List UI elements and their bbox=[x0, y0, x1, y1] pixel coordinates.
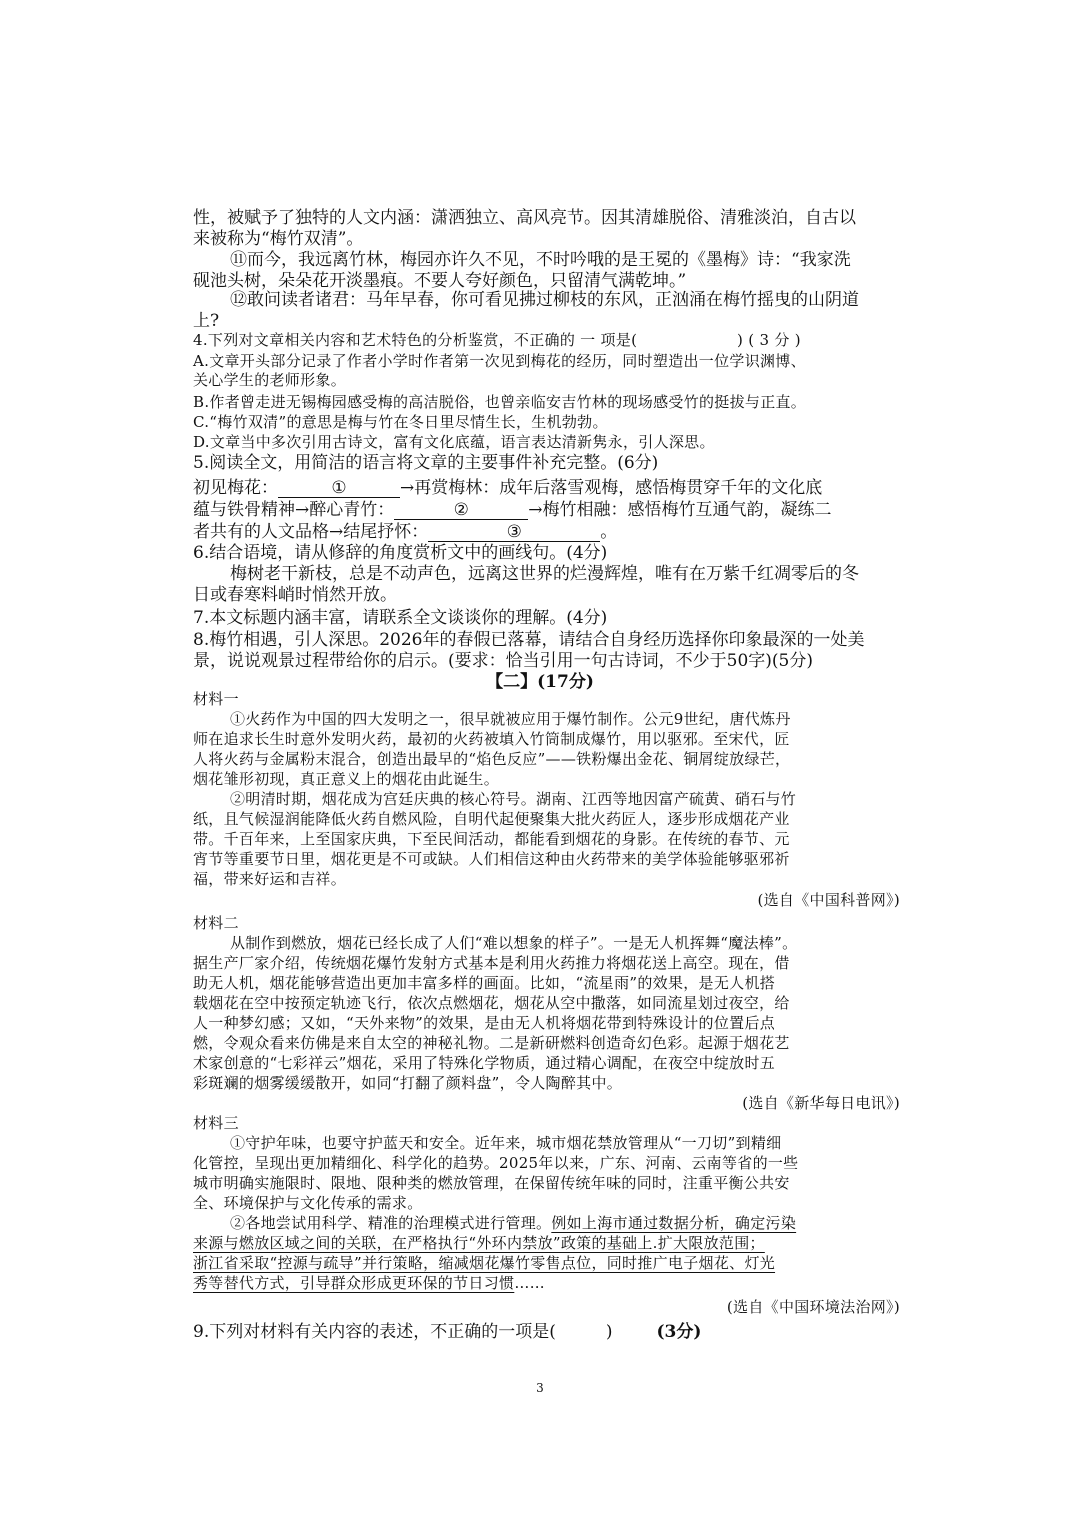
question-4-option-b: B.作者曾走进无锡梅园感受梅的高洁脱俗，也曾亲临安吉竹林的现场感受竹的挺拔与正直。 bbox=[193, 393, 807, 411]
material-1-line: 人将火药与金属粉末混合，创造出最早的“焰色反应”——铁粉爆出金花、铜屑绽放绿芒， bbox=[193, 750, 791, 768]
material-1-source: (选自《中国科普网》) bbox=[757, 891, 900, 909]
question-6-quote: 梅树老干新枝，总是不动声色，远离这世界的烂漫辉煌，唯有在万紫千红凋零后的冬 bbox=[230, 564, 859, 584]
question-4-option-c: C.“梅竹双清”的意思是梅与竹在冬日里尽情生长，生机勃勃。 bbox=[193, 413, 608, 431]
material-2-line: 载烟花在空中按预定轨迹飞行，依次点燃烟花，烟花从空中撒落，如同流星划过夜空，给 bbox=[193, 994, 790, 1012]
material-3-text: ②各地尝试用科学、精准的治理模式进行管理。 bbox=[230, 1214, 552, 1232]
question-4-score: ) ( 3 分 ) bbox=[737, 331, 801, 349]
underlined-sentence: 例如上海市通过数据分析，确定污染 bbox=[551, 1214, 797, 1232]
underlined-sentence: 浙江省采取“控源与疏导”并行策略，缩减烟花爆竹零售点位，同时推广电子烟花、灯光 bbox=[193, 1254, 776, 1272]
material-1-line: 纸，且气候湿润能降低火药自燃风险，自明代起便聚集大批火药匠人，逐步形成烟花产业 bbox=[193, 810, 790, 828]
material-1-line: 带。千百年来，上至国家庆典，下至民间活动，都能看到烟花的身影。在传统的春节、元 bbox=[193, 830, 790, 848]
question-5-line bbox=[193, 502, 832, 520]
passage-line: 来被称为“梅竹双清”。 bbox=[193, 229, 364, 249]
paragraph-12-line: 上? bbox=[193, 311, 220, 331]
material-2-line: 从制作到燃放，烟花已经长成了人们“难以想象的样子”。一是无人机挥舞“魔法棒”。 bbox=[230, 934, 798, 952]
paragraph-11-line: 砚池头树，朵朵花开淡墨痕。不要人夸好颜色，只留清气满乾坤。” bbox=[193, 271, 687, 291]
question-9-text: ) bbox=[605, 1322, 613, 1342]
material-2-line: 人一种梦幻感；又如，“天外来物”的效果，是由无人机将烟花带到特殊设计的位置后点 bbox=[193, 1014, 776, 1032]
material-2-source: (选自《新华每日电讯》) bbox=[742, 1094, 900, 1112]
material-1-line: 烟花雏形初现，真正意义上的烟花由此诞生。 bbox=[193, 770, 500, 788]
material-3-line: 化管控，呈现出更加精细化、科学化的趋势。2025年以来，广东、河南、云南等省的一些 bbox=[193, 1154, 799, 1172]
question-5-text: →再赏梅林：成年后落雪观梅，感悟梅贯穿千年的文化底 bbox=[400, 478, 823, 498]
question-5-line bbox=[193, 480, 822, 498]
material-3-text: …… bbox=[514, 1274, 545, 1292]
question-7-stem: 7.本文标题内涵丰富，请联系全文谈谈你的理解。(4分) bbox=[193, 608, 608, 628]
paragraph-12-line: ⑫敢问读者诸君：马年早春，你可看见拂过柳枝的东风，正汹涌在梅竹摇曳的山阴道 bbox=[230, 290, 859, 310]
question-5-text: 蕴与铁骨精神→醉心青竹： bbox=[193, 500, 395, 520]
question-9-score: (3分) bbox=[656, 1322, 702, 1342]
question-4-stem: 4.下列对文章相关内容和艺术特色的分析鉴赏，不正确的 一 项是( bbox=[193, 331, 638, 349]
answer-blank-3[interactable]: ③ bbox=[428, 524, 600, 542]
material-1-line: ②明清时期，烟花成为宫廷庆典的核心符号。湖南、江西等地因富产硫黄、硝石与竹 bbox=[230, 790, 797, 808]
question-9-stem bbox=[193, 1324, 701, 1341]
underlined-sentence: 来源与燃放区域之间的关联，在严格执行“外环内禁放”政策的基础上.扩大限放范围； bbox=[193, 1234, 765, 1252]
material-2-line: 彩斑斓的烟雾缓缓散开，如同“打翻了颜料盘”，令人陶醉其中。 bbox=[193, 1074, 623, 1092]
answer-blank-2[interactable]: ② bbox=[394, 502, 528, 520]
material-2-label: 材料二 bbox=[193, 914, 239, 932]
material-2-line: 据生产厂家介绍，传统烟花爆竹发射方式基本是利用火药推力将烟花送上高空。现在，借 bbox=[193, 954, 790, 972]
material-3-line: ①守护年味，也要守护蓝天和安全。近年来，城市烟花禁放管理从“一刀切”到精细 bbox=[230, 1134, 782, 1152]
question-5-stem: 5.阅读全文，用简洁的语言将文章的主要事件补充完整。(6分) bbox=[193, 453, 659, 473]
material-2-line: 术家创意的“七彩祥云”烟花，采用了特殊化学物质，通过精心调配，在夜空中绽放时五 bbox=[193, 1054, 776, 1072]
material-1-line: 师在追求长生时意外发明火药，最初的火药被填入竹筒制成爆竹，用以驱邪。至宋代，匠 bbox=[193, 730, 790, 748]
question-4-option-a: A.文章开头部分记录了作者小学时作者第一次见到梅花的经历，同时塑造出一位学识渊博、 bbox=[193, 352, 806, 370]
material-3-label: 材料三 bbox=[193, 1114, 239, 1132]
material-3-source: (选自《中国环境法治网》) bbox=[726, 1298, 900, 1316]
material-3-line: 城市明确实施限时、限地、限种类的燃放管理，在保留传统年味的同时，注重平衡公共安 bbox=[193, 1174, 790, 1192]
material-3-line: 全、环境保护与文化传承的需求。 bbox=[193, 1194, 423, 1212]
question-5-text: →梅竹相融：感悟梅竹互通气韵，凝练二 bbox=[528, 500, 832, 520]
question-5-text: 者共有的人文品格→结尾抒怀： bbox=[193, 522, 429, 542]
page-number: 3 bbox=[536, 1381, 544, 1395]
material-3-line bbox=[193, 1276, 545, 1291]
question-6-quote: 日或春寒料峭时悄然开放。 bbox=[193, 585, 397, 605]
material-2-line: 燃，令观众看来仿佛是来自太空的神秘礼物。二是新研燃料创造奇幻色彩。起源于烟花艺 bbox=[193, 1034, 790, 1052]
material-3-line bbox=[230, 1216, 796, 1231]
question-4-option-a: 关心学生的老师形象。 bbox=[193, 371, 347, 389]
material-1-line: 宵节等重要节日里，烟花更是不可或缺。人们相信这种由火药带来的美学体验能够驱邪祈 bbox=[193, 850, 790, 868]
material-2-line: 助无人机，烟花能够营造出更加丰富多样的画面。比如，“流星雨”的效果，是无人机搭 bbox=[193, 974, 776, 992]
paragraph-11-line: ⑪而今，我远离竹林，梅园亦许久不见，不时吟哦的是王冕的《墨梅》诗：“我家洗 bbox=[230, 250, 851, 270]
material-1-line: 福，带来好运和吉祥。 bbox=[193, 870, 347, 888]
question-6-stem: 6.结合语境，请从修辞的角度赏析文中的画线句。(4分) bbox=[193, 543, 608, 563]
section-2-title: 【二】(17分) bbox=[486, 672, 594, 692]
question-9-text: 9.下列对材料有关内容的表述，不正确的一项是( bbox=[193, 1322, 556, 1342]
question-5-text: 。 bbox=[600, 522, 618, 542]
question-5-line bbox=[193, 524, 617, 542]
material-1-label: 材料一 bbox=[193, 690, 239, 708]
passage-line: 性，被赋予了独特的人文内涵：潇洒独立、高风亮节。因其清雄脱俗、清雅淡泊，自古以 bbox=[193, 208, 856, 228]
answer-blank-1[interactable]: ① bbox=[278, 480, 400, 498]
question-8-stem: 景，说说观景过程带给你的启示。(要求：恰当引用一句古诗词，不少于50字)(5分) bbox=[193, 651, 813, 671]
question-4-option-d: D.文章当中多次引用古诗文，富有文化底蕴，语言表达清新隽永，引人深思。 bbox=[193, 433, 715, 451]
question-8-stem: 8.梅竹相遇，引人深思。2026年的春假已落幕，请结合自身经历选择你印象最深的一处美 bbox=[193, 630, 865, 650]
underlined-sentence: 秀等替代方式，引导群众形成更环保的节日习惯 bbox=[193, 1274, 515, 1292]
material-1-line: ①火药作为中国的四大发明之一，很早就被应用于爆竹制作。公元9世纪，唐代炼丹 bbox=[230, 710, 791, 728]
question-5-text: 初见梅花： bbox=[193, 478, 278, 498]
